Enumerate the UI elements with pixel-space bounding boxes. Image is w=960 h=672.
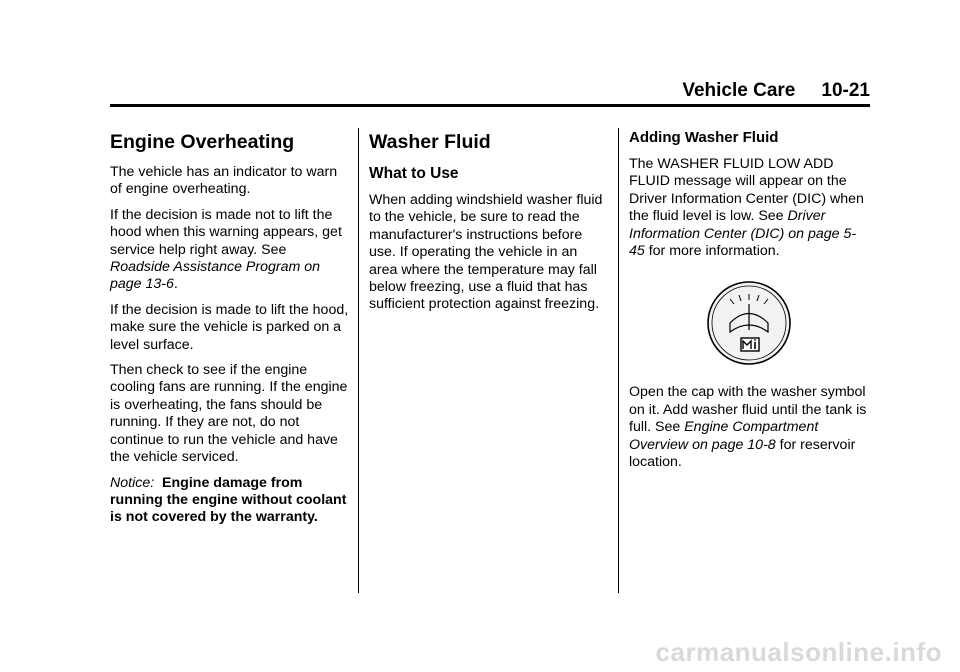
watermark: carmanualsonline.info: [655, 637, 942, 667]
engine-compartment-link[interactable]: Engine Compartment Overview on page 10-8: [629, 419, 819, 453]
paragraph: When adding windshield washer fluid to the vehicle, be sure to read the manufacturer's instructions before use. If operating the vehicle in an area where the temperature may fall below freezing, use a fluid that has sufficient protection against freezing.: [369, 192, 603, 313]
page-number: 10-21: [821, 80, 870, 101]
column-engine-overheating: [110, 128, 350, 535]
roadside-assistance-link[interactable]: Roadside Assistance Program on page 13-6: [110, 259, 321, 293]
column-washer-fluid: [369, 128, 609, 322]
column-divider: [358, 128, 359, 593]
paragraph-text: for more information.: [644, 243, 780, 260]
what-to-use-heading: What to Use: [369, 165, 459, 182]
paragraph: [629, 384, 869, 471]
paragraph: If the decision is made to lift the hood, make sure the vehicle is parked on a level surface.: [110, 301, 349, 353]
notice-label: Notice:: [110, 474, 155, 491]
paragraph: Then check to see if the engine cooling fans are running. If the engine is overheating, the fans should be running. If they are not, do not continue to run the vehicle and have the vehicle serviced.: [110, 362, 348, 466]
section-title: Vehicle Care: [682, 80, 796, 101]
notice-text: Engine damage from running the engine without coolant is not covered by the warranty.: [110, 474, 347, 526]
engine-overheating-heading: Engine Overheating: [110, 131, 295, 153]
paragraph-text: The WASHER FLUID LOW ADD FLUID message will appear on the Driver Information Center (DIC) when the fluid level is low. See: [629, 156, 864, 225]
header-rule: [110, 104, 870, 107]
paragraph: [110, 207, 350, 294]
washer-fluid-heading: Washer Fluid: [369, 131, 491, 153]
dic-link[interactable]: Driver Information Center (DIC) on page 5-45: [629, 208, 857, 260]
paragraph-text: Open the cap with the washer symbol on it. Add washer fluid until the tank is full. See: [629, 384, 867, 436]
paragraph-text: If the decision is made not to lift the hood when this warning appears, get service help right away. See: [110, 206, 342, 258]
washer-cap-illustration: [629, 280, 869, 366]
paragraph: The vehicle has an indicator to warn of engine overheating.: [110, 164, 338, 198]
adding-washer-fluid-heading: Adding Washer Fluid: [629, 129, 779, 146]
paragraph-text: .: [173, 276, 178, 293]
paragraph: [629, 156, 869, 260]
paragraph-text: for reservoir location.: [629, 436, 856, 471]
page-header: [110, 80, 870, 102]
column-divider: [618, 128, 619, 593]
column-adding-washer-fluid: [629, 128, 869, 479]
notice: [110, 475, 350, 527]
washer-fluid-cap-icon: [706, 280, 792, 366]
